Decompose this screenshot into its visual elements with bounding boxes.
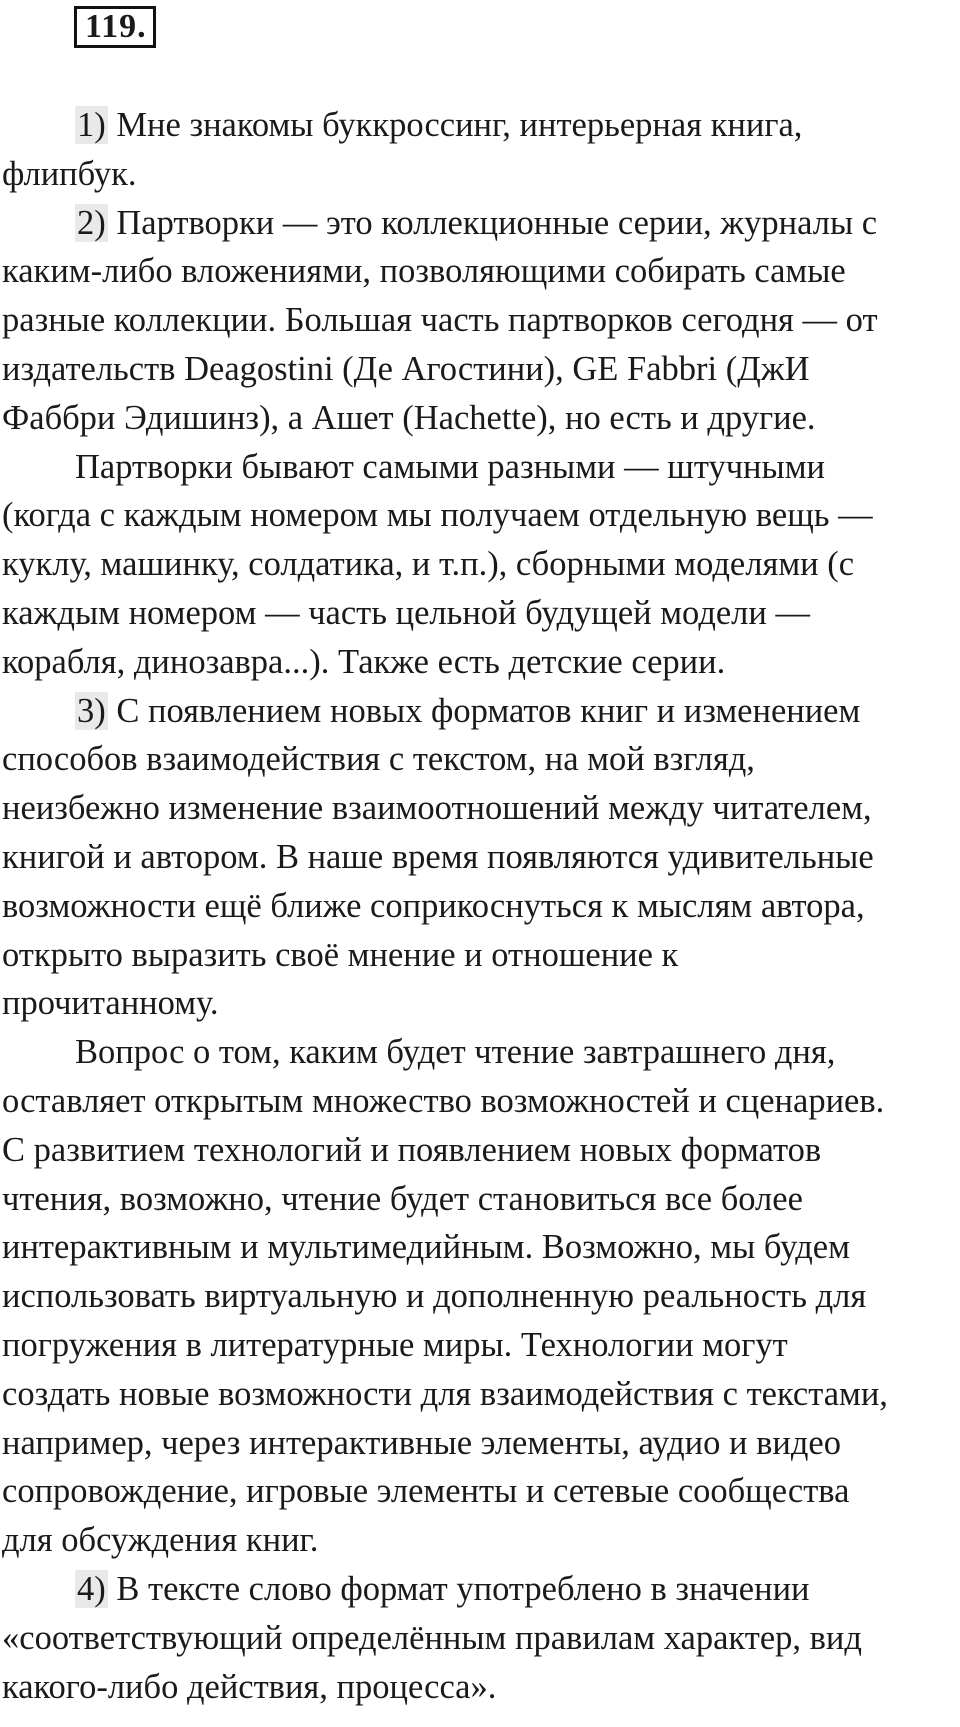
line-text: (когда с каждым номером мы получаем отдельную вещь — (2, 496, 873, 535)
paragraph (2, 1028, 960, 1565)
line-text: С появлением новых форматов книг и изменением (107, 691, 861, 730)
text-line (2, 1370, 960, 1419)
text-line (2, 1467, 960, 1516)
line-text: Мне знакомы буккроссинг, интерьерная книга, (107, 106, 803, 144)
text-line (2, 296, 960, 345)
text-line (2, 491, 960, 540)
line-text: погружения в литературные миры. Технологии могут (2, 1325, 788, 1364)
paragraph (2, 199, 960, 443)
text-line (2, 979, 960, 1028)
line-text: открыто выразить своё мнение и отношение к (2, 935, 679, 974)
text-line (2, 1028, 960, 1077)
line-text: Вопрос о том, каким будет чтение завтрашнего дня, (75, 1033, 836, 1072)
text-line (2, 931, 960, 980)
line-text: для обсуждения книг. (2, 1521, 319, 1560)
text-line (2, 1614, 960, 1663)
line-text: В тексте слово формат употреблено в значении (107, 1569, 810, 1608)
text-line (2, 638, 960, 687)
line-text: использовать виртуальную и дополненную реальность для (2, 1277, 867, 1316)
text-line (2, 540, 960, 589)
line-text: куклу, машинку, солдатика, и т.п.), сборными моделями (с (2, 545, 855, 584)
text-line (2, 1272, 960, 1321)
paragraph (2, 687, 960, 1029)
line-text: прочитанному. (2, 984, 219, 1023)
line-text: чтения, возможно, чтение будет становиться все более (2, 1179, 803, 1218)
text-line (2, 589, 960, 638)
text-line (2, 247, 960, 296)
text-line (2, 199, 960, 248)
paragraph (2, 1565, 960, 1711)
item-number: 2) (77, 203, 106, 242)
paragraph (2, 101, 960, 199)
answer-text (2, 101, 960, 1711)
line-text: создать новые возможности для взаимодействия с текстами, (2, 1374, 888, 1413)
item-number: 1) (77, 106, 106, 144)
line-text: издательств Deagostini (Де Агостини), GE Fabbri (ДжИ (2, 349, 810, 388)
text-line (2, 1126, 960, 1175)
task-number-box: 119. (74, 6, 156, 48)
line-text: корабля, динозавра...). Также есть детские серии. (2, 642, 726, 681)
item-number: 3) (77, 691, 106, 730)
line-text: сопровождение, игровые элементы и сетевые сообщества (2, 1472, 850, 1511)
text-line (2, 101, 960, 150)
line-text: книгой и автором. В наше время появляются удивительные (2, 837, 874, 876)
text-line (2, 1175, 960, 1224)
line-text: неизбежно изменение взаимоотношений между читателем, (2, 789, 872, 828)
text-line (2, 443, 960, 492)
text-line (2, 687, 960, 736)
text-line (2, 1565, 960, 1614)
text-line (2, 1663, 960, 1712)
line-text: Партворки бывают самыми разными — штучными (75, 447, 825, 486)
text-line (2, 1419, 960, 1468)
text-line (2, 1516, 960, 1565)
text-line (2, 784, 960, 833)
paragraph (2, 443, 960, 687)
line-text: С развитием технологий и появлением новых форматов (2, 1130, 822, 1169)
line-text: «соответствующий определённым правилам характер, вид (2, 1618, 862, 1657)
line-text: например, через интерактивные элементы, аудио и видео (2, 1423, 841, 1462)
text-line (2, 1077, 960, 1126)
line-text: способов взаимодействия с текстом, на мой взгляд, (2, 740, 755, 779)
line-text: Фаббри Эдишинз), а Ашет (Hachette), но есть и другие. (2, 398, 816, 437)
line-text: каким-либо вложениями, позволяющими собирать самые (2, 252, 846, 291)
text-line (2, 833, 960, 882)
line-text: разные коллекции. Большая часть партворков сегодня — от (2, 301, 878, 340)
line-text: каждым номером — часть цельной будущей модели — (2, 593, 810, 632)
text-line (2, 394, 960, 443)
text-line (2, 1223, 960, 1272)
text-line (2, 150, 960, 199)
line-text: какого-либо действия, процесса». (2, 1667, 497, 1706)
text-line (2, 882, 960, 931)
text-line (2, 345, 960, 394)
line-text: оставляет открытым множество возможностей и сценариев. (2, 1081, 885, 1120)
text-line (2, 735, 960, 784)
line-text: возможности ещё ближе соприкоснуться к мыслям автора, (2, 886, 865, 925)
line-text: флипбук. (2, 154, 137, 193)
line-text: Партворки — это коллекционные серии, журналы с (107, 203, 878, 242)
line-text: интерактивным и мультимедийным. Возможно, мы будем (2, 1228, 850, 1267)
text-line (2, 1321, 960, 1370)
item-number: 4) (77, 1569, 106, 1608)
